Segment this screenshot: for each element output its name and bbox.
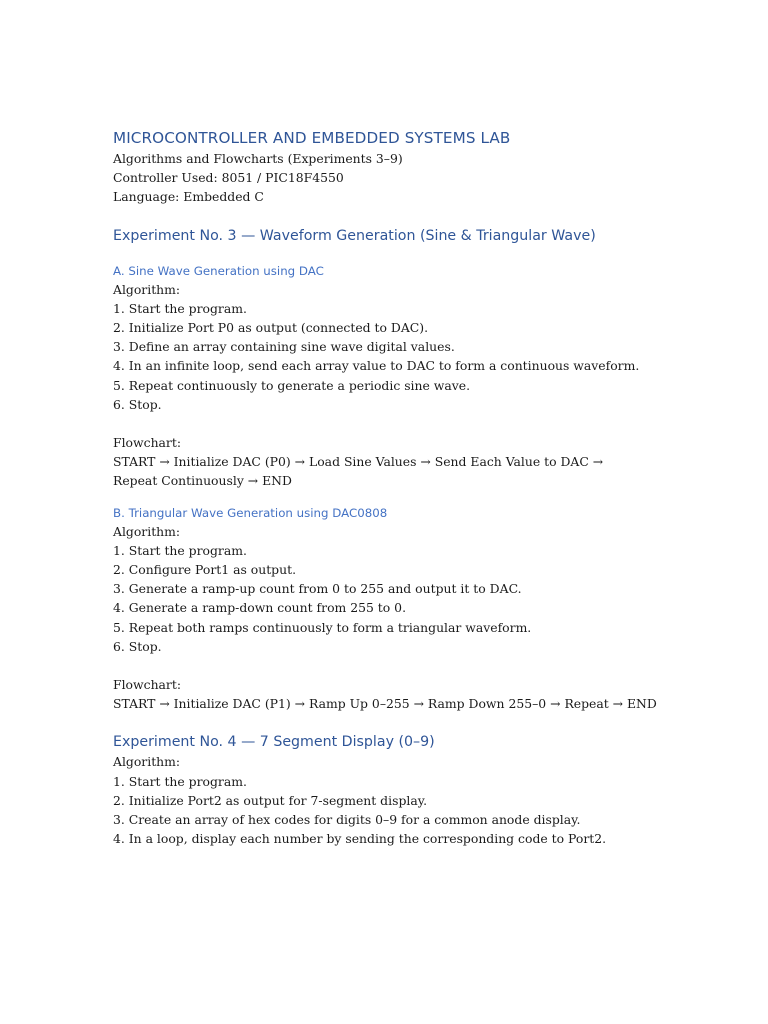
algorithm-step: 3. Define an array containing sine wave digital values. [113, 339, 455, 355]
document-page [113, 122, 673, 848]
language-info: Language: Embedded C [113, 189, 264, 205]
algorithm-step: 2. Initialize Port P0 as output (connected to DAC). [113, 320, 429, 336]
algorithm-step: 1. Start the program. [113, 300, 247, 316]
triangular-wave-subsection [113, 505, 673, 714]
sine-flowchart-text: START → Initialize DAC (P0) → Load Sine Values → Send Each Value to DAC → Repeat Continuously → END [113, 454, 604, 489]
algorithm-step: 4. Generate a ramp-down count from 255 to 0. [113, 600, 407, 616]
document-title: MICROCONTROLLER AND EMBEDDED SYSTEMS LAB [113, 129, 511, 147]
algorithm-step: 1. Start the program. [113, 542, 247, 558]
experiment-4-section [113, 732, 673, 848]
sine-algorithm-steps [113, 299, 673, 414]
algorithm-step: 6. Stop. [113, 638, 162, 654]
algorithm-step: 6. Stop. [113, 396, 162, 412]
seven-segment-algorithm-steps [113, 772, 673, 849]
flowchart-label: Flowchart: [113, 435, 182, 451]
experiment-3-heading: Experiment No. 3 — Waveform Generation (Sine & Triangular Wave) [113, 227, 596, 244]
algorithm-label: Algorithm: [113, 754, 181, 770]
algorithm-label: Algorithm: [113, 523, 181, 539]
algorithm-step: 3. Generate a ramp-up count from 0 to 255 and output it to DAC. [113, 581, 522, 597]
algorithm-step: 4. In an infinite loop, send each array value to DAC to form a continuous waveform. [113, 358, 640, 374]
triangular-wave-heading: B. Triangular Wave Generation using DAC0808 [113, 505, 388, 520]
algorithm-step: 3. Create an array of hex codes for digits 0–9 for a common anode display. [113, 812, 581, 828]
algorithm-step: 2. Initialize Port2 as output for 7-segment display. [113, 792, 428, 808]
flowchart-label: Flowchart: [113, 677, 182, 693]
algorithm-step: 5. Repeat both ramps continuously to form a triangular waveform. [113, 619, 532, 635]
triangular-algorithm-steps [113, 541, 673, 656]
experiment-3-section [113, 226, 673, 714]
algorithm-step: 2. Configure Port1 as output. [113, 562, 297, 578]
algorithm-label: Algorithm: [113, 281, 181, 297]
algorithm-step: 4. In a loop, display each number by sending the corresponding code to Port2. [113, 831, 607, 847]
triangular-flowchart-text: START → Initialize DAC (P1) → Ramp Up 0–255 → Ramp Down 255–0 → Repeat → END [113, 696, 657, 712]
algorithm-step: 5. Repeat continuously to generate a periodic sine wave. [113, 377, 471, 393]
document-subtitle: Algorithms and Flowcharts (Experiments 3–9) [113, 151, 403, 166]
experiment-4-heading: Experiment No. 4 — 7 Segment Display (0–9) [113, 734, 435, 751]
algorithm-step: 1. Start the program. [113, 773, 247, 789]
sine-wave-heading: A. Sine Wave Generation using DAC [113, 263, 324, 278]
controller-info: Controller Used: 8051 / PIC18F4550 [113, 170, 344, 186]
sine-wave-subsection [113, 263, 673, 491]
